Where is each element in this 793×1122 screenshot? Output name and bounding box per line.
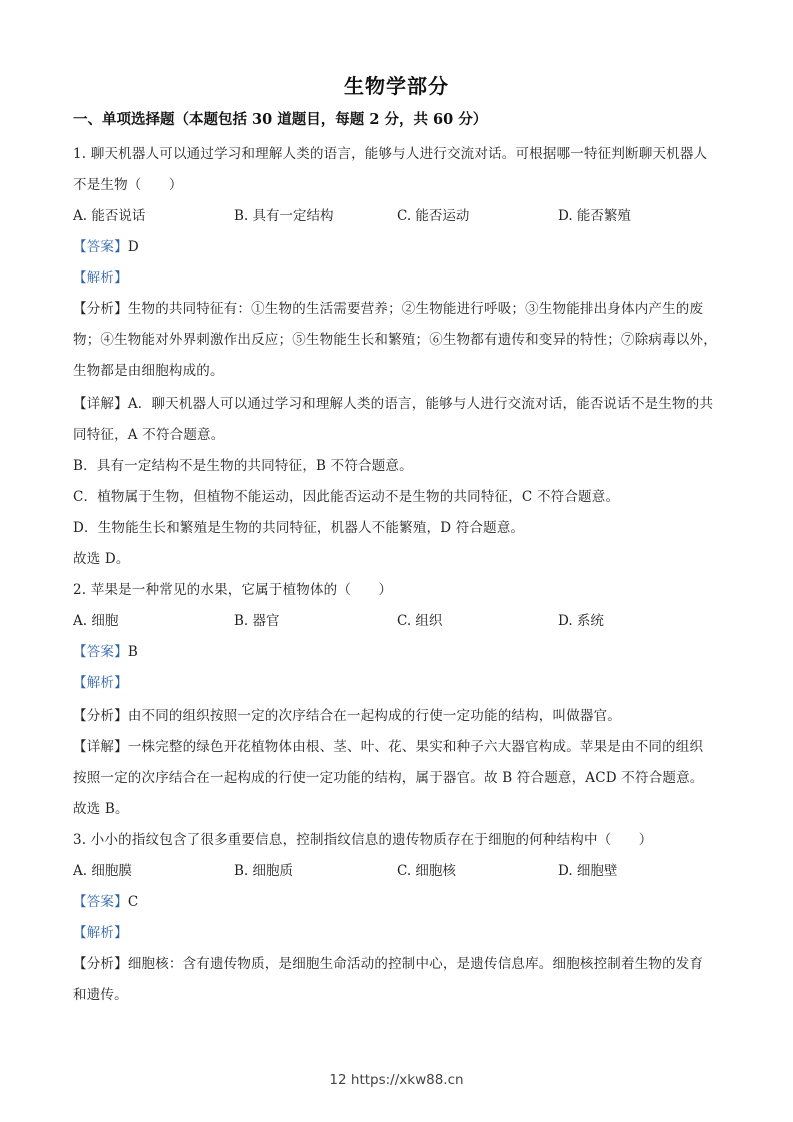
page-title: 生物学部分 (344, 74, 449, 98)
q1-detail-line-5: D．生物能生长和繁殖是生物的共同特征，机器人不能繁殖，D 符合题意。 (73, 520, 525, 536)
q1-option-c: C. 能否运动 (397, 208, 470, 224)
q1-stem-line-2: 不是生物（ ） (73, 177, 183, 193)
q1-detail-text-1: A．聊天机器人可以通过学习和理解人类的语言，能够与人进行交流对话，能否说话不是生物的共 (127, 396, 714, 412)
q2-analysis-heading (73, 671, 128, 691)
q2-fenxi (73, 704, 621, 724)
answer-tag: 【答案】 (73, 894, 128, 910)
fenxi-tag: 【分析】 (73, 301, 128, 317)
q3-stem: 3. 小小的指纹包含了很多重要信息，控制指纹信息的遗传物质存在于细胞的何种结构中（ ） (73, 832, 653, 848)
q1-fenxi-line-2: 物；④生物能对外界刺激作出反应；⑤生物能生长和繁殖；⑥生物都有遗传和变异的特性；⑦除病毒以外， (73, 332, 717, 348)
q1-analysis-heading (73, 266, 128, 286)
q3-fenxi-text-1: 细胞核：含有遗传物质，是细胞生命活动的控制中心，是遗传信息库。细胞核控制着生物的发育 (127, 956, 704, 972)
q1-detail-line-4: C．植物属于生物，但植物不能运动，因此能否运动不是生物的共同特征，C 不符合题意。 (73, 489, 620, 505)
q3-answer-value: C (127, 894, 139, 910)
answer-tag: 【答案】 (73, 239, 128, 255)
q1-option-d: D. 能否繁殖 (558, 208, 631, 224)
q3-option-b: B. 细胞质 (234, 863, 294, 879)
q2-detail-text-1: 一株完整的绿色开花植物体由根、茎、叶、花、果实和种子六大器官构成。苹果是由不同的组织 (127, 739, 704, 755)
q1-option-b: B. 具有一定结构 (234, 208, 334, 224)
q3-analysis-heading (73, 921, 128, 941)
q2-option-b: B. 器官 (234, 613, 280, 629)
q1-detail-line-2: 同特征，A 不符合题意。 (73, 427, 225, 443)
q1-conclusion: 故选 D。 (73, 551, 130, 567)
q3-fenxi-line-1 (73, 952, 703, 972)
q2-answer-value: B (127, 644, 138, 660)
q1-fenxi-line-3: 生物都是由细胞构成的。 (73, 363, 224, 379)
fenxi-tag: 【分析】 (73, 708, 128, 724)
q3-option-d: D. 细胞壁 (558, 863, 618, 879)
q2-stem: 2. 苹果是一种常见的水果，它属于植物体的（ ） (73, 582, 393, 598)
fenxi-tag: 【分析】 (73, 956, 128, 972)
q3-option-a: A. 细胞膜 (73, 863, 132, 879)
q1-option-a: A. 能否说话 (73, 208, 146, 224)
q2-option-a: A. 细胞 (73, 613, 119, 629)
q1-fenxi-line-1 (73, 297, 703, 317)
q3-fenxi-line-2: 和遗传。 (73, 987, 128, 1003)
q1-fenxi-text-1: 生物的共同特征有：①生物的生活需要营养；②生物能进行呼吸；③生物能排出身体内产生的废 (127, 301, 704, 317)
q2-detail-line-1 (73, 735, 703, 755)
q2-conclusion: 故选 B。 (73, 801, 129, 817)
analysis-tag: 【解析】 (73, 270, 128, 286)
analysis-tag: 【解析】 (73, 675, 128, 691)
q2-detail-line-2: 按照一定的次序结合在一起构成的行使一定功能的结构，属于器官。故 B 符合题意，ACD 不符合题意。 (73, 770, 704, 786)
answer-tag: 【答案】 (73, 644, 128, 660)
q1-answer (73, 235, 139, 255)
q2-option-d: D. 系统 (558, 613, 604, 629)
q2-option-c: C. 组织 (397, 613, 443, 629)
q1-answer-value: D (127, 239, 139, 255)
q1-stem-line-1: 1. 聊天机器人可以通过学习和理解人类的语言，能够与人进行交流对话。可根据哪一特征判断聊天机器人 (73, 146, 708, 162)
q3-answer (73, 890, 138, 910)
xiangjie-tag: 【详解】 (73, 396, 128, 412)
page-footer: 12 https://xkw88.cn (329, 1072, 464, 1088)
q1-detail-line-1 (73, 392, 713, 412)
q3-option-c: C. 细胞核 (397, 863, 456, 879)
q1-detail-line-3: B．具有一定结构不是生物的共同特征，B 不符合题意。 (73, 458, 413, 474)
q2-answer (73, 640, 138, 660)
xiangjie-tag: 【详解】 (73, 739, 128, 755)
q2-fenxi-text: 由不同的组织按照一定的次序结合在一起构成的行使一定功能的结构，叫做器官。 (127, 708, 622, 724)
section-heading: 一、单项选择题（本题包括 30 道题目，每题 2 分，共 60 分） (73, 111, 488, 128)
analysis-tag: 【解析】 (73, 925, 128, 941)
